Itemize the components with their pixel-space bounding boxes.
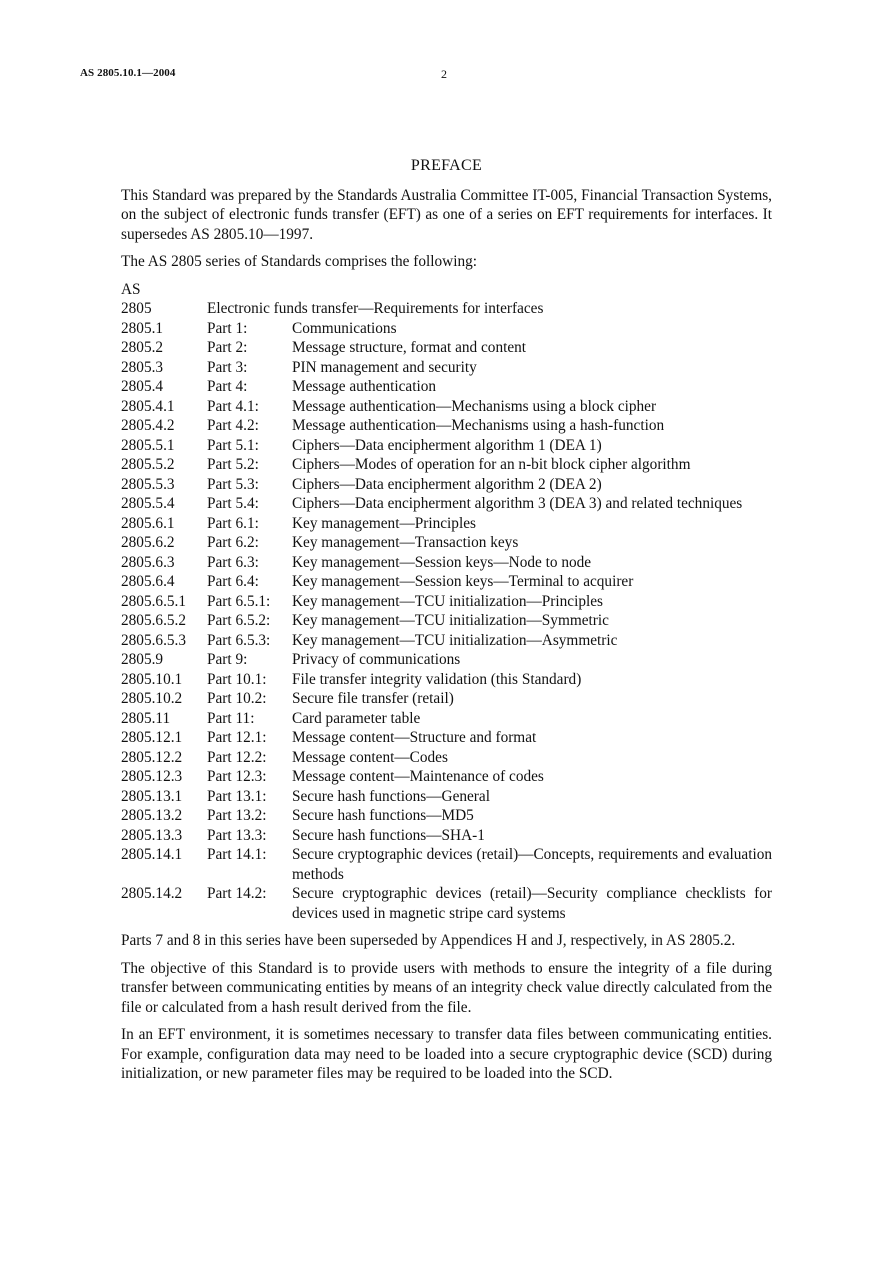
part-label: Part 12.2:: [207, 748, 267, 766]
series-parts-list: [121, 280, 772, 924]
part-title: Ciphers—Data encipherment algorithm 1 (DEA 1): [292, 436, 602, 454]
part-number: 2805.4: [121, 378, 164, 395]
part-title: Ciphers—Data encipherment algorithm 3 (DEA 3) and related techniques: [292, 495, 743, 512]
part-number: 2805.6.3: [121, 553, 175, 571]
part-title: Message content—Codes: [292, 748, 448, 766]
part-row: [121, 475, 772, 495]
part-number: 2805.2: [121, 339, 164, 356]
intro-paragraph: This Standard was prepared by the Standards Australia Committee IT-005, Financial Transaction Systems, on the subject of electronic funds transfer (EFT) as one of a series on EFT requirements for interfaces. It supersedes AS 2805.10—1997.: [121, 186, 772, 243]
body-paragraph: Parts 7 and 8 in this series have been superseded by Appendices H and J, respectively, in AS 2805.2.: [121, 932, 736, 949]
part-row: [121, 533, 772, 553]
part-row: [121, 592, 772, 612]
part-row: [121, 709, 772, 729]
part-title: Message structure, format and content: [292, 339, 527, 356]
body-paragraph: The objective of this Standard is to provide users with methods to ensure the integrity of a file during transfer between communicating entities by means of an integrity check value directly calculated from the file or calculated from a hash result derived from the file.: [121, 959, 772, 1016]
part-label: Part 6.1:: [207, 514, 259, 532]
part-label: Part 6.5.3:: [207, 631, 271, 649]
part-label: Part 2:: [207, 339, 248, 356]
part-label: Part 5.1:: [207, 436, 259, 454]
series-head-row: [121, 299, 772, 319]
part-row: [121, 611, 772, 631]
part-title: Message authentication: [292, 378, 436, 395]
part-label: Part 13.2:: [207, 807, 267, 824]
part-number: 2805.5.1: [121, 436, 175, 454]
part-number: 2805.5.3: [121, 475, 175, 493]
part-row: [121, 553, 772, 573]
part-label: Part 6.2:: [207, 534, 259, 551]
part-row: [121, 338, 772, 358]
part-row: [121, 748, 772, 768]
part-number: 2805.14.1: [121, 846, 183, 863]
part-title: Key management—TCU initialization—Symmetric: [292, 612, 609, 629]
part-row: [121, 416, 772, 436]
part-number: 2805.6.5.3: [121, 631, 187, 649]
part-label: Part 5.4:: [207, 495, 259, 512]
page-number: 2: [441, 67, 447, 81]
part-label: Part 6.3:: [207, 553, 259, 571]
part-label: Part 4.1:: [207, 397, 259, 415]
part-number: 2805.12.1: [121, 729, 183, 746]
part-number: 2805.12.3: [121, 768, 183, 785]
part-number: 2805.6.5.2: [121, 612, 187, 629]
part-number: 2805.4.1: [121, 397, 175, 415]
part-label: Part 12.1:: [207, 729, 267, 746]
part-label: Part 3:: [207, 358, 248, 376]
part-number: 2805.13.3: [121, 826, 183, 844]
part-label: Part 14.1:: [207, 846, 267, 863]
part-label: Part 11:: [207, 709, 255, 727]
part-row: [121, 494, 772, 514]
part-row: [121, 377, 772, 397]
part-row: [121, 767, 772, 787]
part-row: [121, 845, 772, 884]
part-label: Part 10.2:: [207, 690, 267, 707]
part-number: 2805.6.1: [121, 514, 175, 532]
part-title: Message authentication—Mechanisms using a block cipher: [292, 397, 657, 415]
part-row: [121, 436, 772, 456]
part-row: [121, 319, 772, 339]
part-row: [121, 728, 772, 748]
parts-rows: [121, 319, 772, 924]
part-title: Secure hash functions—SHA-1: [292, 826, 485, 844]
body-paragraph: In an EFT environment, it is sometimes necessary to transfer data files between communicating entities. For example, configuration data may need to be loaded into a secure cryptographic device (SCD) during initialization, or new parameter files may be required to be loaded into the SCD.: [121, 1026, 772, 1082]
part-title: Secure hash functions—General: [292, 787, 490, 805]
part-title: Key management—TCU initialization—Principles: [292, 592, 603, 610]
part-number: 2805.6.2: [121, 534, 175, 551]
part-title: Card parameter table: [292, 709, 421, 727]
part-title: Key management—Session keys—Node to node: [292, 553, 592, 571]
part-number: 2805.10.1: [121, 670, 183, 688]
part-row: [121, 670, 772, 690]
series-as-label: AS: [121, 280, 141, 298]
part-title: Secure cryptographic devices (retail)—Concepts, requirements and evaluation methods: [292, 846, 772, 883]
part-label: Part 5.3:: [207, 475, 259, 493]
part-label: Part 6.5.1:: [207, 592, 271, 610]
section-title: PREFACE: [410, 157, 483, 174]
part-row: [121, 826, 772, 846]
part-row: [121, 650, 772, 670]
part-title: Message content—Maintenance of codes: [292, 768, 544, 785]
part-title: Communications: [292, 319, 397, 337]
part-title: Secure hash functions—MD5: [292, 807, 474, 824]
part-label: Part 13.1:: [207, 787, 267, 805]
series-as-label-row: [121, 280, 772, 300]
running-header-standard-id: AS 2805.10.1—2004: [80, 67, 176, 79]
part-label: Part 4:: [207, 378, 248, 395]
part-row: [121, 806, 772, 826]
part-title: Message content—Structure and format: [292, 729, 537, 746]
part-row: [121, 787, 772, 807]
part-number: 2805.5.4: [121, 495, 175, 512]
part-row: [121, 455, 772, 475]
part-label: Part 6.4:: [207, 573, 259, 590]
part-title: Ciphers—Modes of operation for an n-bit block cipher algorithm: [292, 456, 691, 473]
part-row: [121, 358, 772, 378]
part-title: Key management—Principles: [292, 514, 476, 532]
part-row: [121, 689, 772, 709]
part-number: 2805.3: [121, 358, 164, 376]
part-label: Part 14.2:: [207, 885, 267, 902]
part-number: 2805.4.2: [121, 417, 175, 434]
series-number: 2805: [121, 300, 152, 317]
part-label: Part 4.2:: [207, 417, 259, 434]
part-label: Part 10.1:: [207, 670, 267, 688]
part-number: 2805.10.2: [121, 690, 183, 707]
part-title: PIN management and security: [292, 358, 477, 376]
part-label: Part 13.3:: [207, 826, 267, 844]
part-title: Message authentication—Mechanisms using a hash-function: [292, 417, 665, 434]
part-row: [121, 631, 772, 651]
part-title: File transfer integrity validation (this Standard): [292, 670, 582, 688]
part-label: Part 9:: [207, 651, 248, 668]
part-number: 2805.14.2: [121, 885, 183, 902]
part-title: Key management—Session keys—Terminal to acquirer: [292, 573, 634, 590]
part-number: 2805.9: [121, 651, 164, 668]
part-title: Privacy of communications: [292, 651, 461, 668]
part-row: [121, 514, 772, 534]
part-number: 2805.11: [121, 709, 171, 727]
part-title: Key management—TCU initialization—Asymmetric: [292, 631, 618, 649]
part-label: Part 5.2:: [207, 456, 259, 473]
part-row: [121, 397, 772, 417]
part-number: 2805.1: [121, 319, 164, 337]
part-label: Part 1:: [207, 319, 248, 337]
part-title: Secure cryptographic devices (retail)—Security compliance checklists for devices used in magnetic stripe card systems: [292, 885, 772, 922]
series-intro-paragraph: The AS 2805 series of Standards comprises the following:: [121, 253, 478, 270]
part-label: Part 12.3:: [207, 768, 267, 785]
part-title: Secure file transfer (retail): [292, 690, 454, 707]
part-row: [121, 572, 772, 592]
part-number: 2805.6.5.1: [121, 592, 187, 610]
part-label: Part 6.5.2:: [207, 612, 271, 629]
part-row: [121, 884, 772, 923]
part-title: Ciphers—Data encipherment algorithm 2 (DEA 2): [292, 475, 602, 493]
part-number: 2805.13.2: [121, 807, 183, 824]
part-number: 2805.13.1: [121, 787, 183, 805]
part-number: 2805.12.2: [121, 748, 183, 766]
closing-paragraphs: [121, 931, 772, 1084]
page-content: [121, 156, 772, 1092]
part-number: 2805.6.4: [121, 573, 175, 590]
part-title: Key management—Transaction keys: [292, 534, 519, 551]
series-title: Electronic funds transfer—Requirements for interfaces: [207, 300, 544, 317]
part-number: 2805.5.2: [121, 456, 175, 473]
